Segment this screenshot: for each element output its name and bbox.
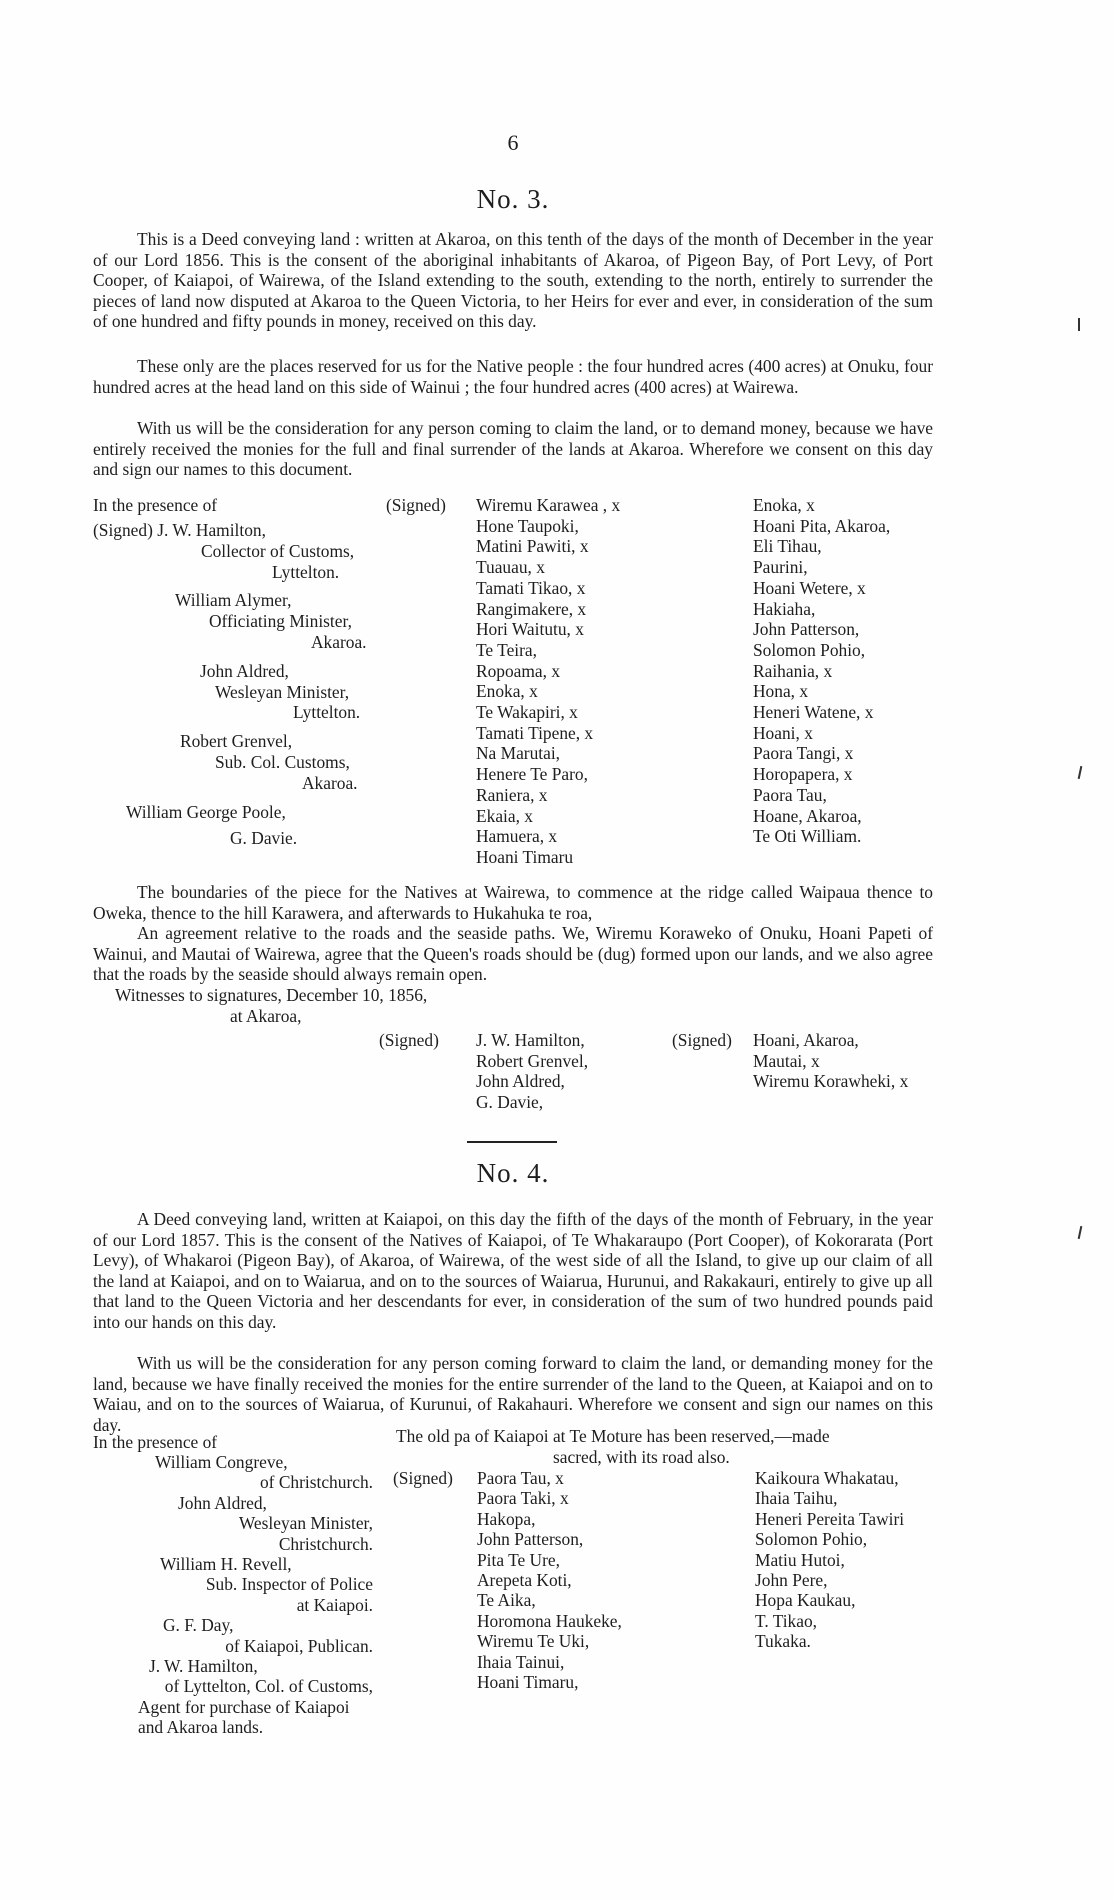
- signatory-name: Henere Te Paro,: [476, 764, 588, 785]
- signatory-name: Ihaia Taihu,: [755, 1488, 838, 1509]
- signatory-name: Ekaia, x: [476, 805, 533, 826]
- signatory-name: Ihaia Tainui,: [477, 1651, 565, 1672]
- witness-line: and Akaroa lands.: [138, 1717, 264, 1738]
- signatory-name: Horomona Haukeke,: [477, 1610, 622, 1631]
- deed-4-presence-label: In the presence of: [93, 1432, 218, 1452]
- signature-native: Hoani, Akaroa,: [753, 1030, 859, 1050]
- deed-4-reserved-note: The old pa of Kaiapoi at Te Moture has been reserved,—made: [396, 1426, 830, 1446]
- deed-4-paragraph: With us will be the consideration for any person coming forward to claim the land, or demanding money for the land, because we have finally received the monies for the entire surrender of the land to the Queen, at Kaiapoi and on to Waiau, and on to the sources of Waiarua, of Kurunui, of Rakahauri. Wherefore we consent and sign our names on this day.: [93, 1353, 933, 1435]
- witness-line: Lyttelton.: [293, 702, 361, 723]
- witness-line: (Signed) J. W. Hamilton,: [93, 520, 266, 540]
- witness-line: Wesleyan Minister,: [238, 1513, 373, 1534]
- signatory-name: Enoka, x: [476, 681, 538, 702]
- witness-line: Officiating Minister,: [209, 611, 352, 632]
- margin-mark: [1078, 766, 1083, 779]
- deed-3-paragraph: This is a Deed conveying land : written at Akaroa, on this tenth of the days of the month of December in the year of our Lord 1856. This is the consent of the aboriginal inhabitants of Akaroa, of Pigeon Bay, of Port Levy, of Port Cooper, of Kaiapoi, of Wairewa, of the Island extending to the south, extending to the north, entirely to surrender the pieces of land now disputed at Akaroa to the Queen Victoria, to her Heirs for ever and ever, in consideration of the sum of one hundred and fifty pounds in money, received on this day.: [93, 229, 933, 332]
- deed-3-paragraph: With us will be the consideration for any person coming to claim the land, or to demand money, because we have entirely received the monies for the full and final surrender of the lands at Akaroa. Wherefore we consent on this day and sign our names to this document.: [93, 418, 933, 480]
- witness-line: of Lyttelton, Col. of Customs,: [164, 1676, 373, 1697]
- signatory-name: Te Aika,: [477, 1590, 536, 1611]
- witness-line: Christchurch.: [278, 1533, 373, 1554]
- signatory-name: Arepeta Koti,: [477, 1570, 572, 1591]
- signatory-name: Wiremu Karawea , x: [476, 495, 621, 515]
- witness-line: John Aldred,: [178, 1492, 267, 1513]
- signatory-name: Paurini,: [753, 557, 808, 578]
- deed-3-witness-signed-label: (Signed): [379, 1030, 439, 1050]
- witness-line: William Alymer,: [175, 590, 292, 611]
- signatory-name: Te Oti William.: [753, 826, 862, 847]
- signatory-name: Heneri Pereita Tawiri: [755, 1508, 905, 1529]
- deed-3-roads-agreement: An agreement relative to the roads and the seaside paths. We, Wiremu Koraweko of Onuku, Hoani Papeti of Wainui, and Mautai of Wairewa, agree that the Queen's roads should be (dug) formed upon our lands, and we also agree that the roads by the seaside should always remain open.: [93, 923, 933, 985]
- signatory-name: Tuauau, x: [476, 557, 545, 578]
- page-number: 6: [507, 130, 519, 155]
- signatory-name: Hori Waitutu, x: [476, 619, 584, 640]
- deed-3-signature-natives: [753, 1030, 908, 1092]
- signatory-name: John Patterson,: [477, 1529, 584, 1550]
- deed-4-heading: No. 4.: [476, 1158, 550, 1188]
- signatory-name: Paora Tau,: [753, 784, 827, 805]
- deed-4-witness-list: [93, 1452, 373, 1738]
- signatory-name: Eli Tihau,: [753, 536, 822, 557]
- deed-4-paragraph: A Deed conveying land, written at Kaiapoi, on this day the fifth of the days of the month of February, in the year of our Lord 1857. This is the consent of the Natives of Kaiapoi, of Te Whakaraupo (Port Cooper), of Kokorarata (Port Levy), of Whakaroi (Pigeon Bay), of Akaroa, of Wairewa, of the west side of all the Island, to give up our claim of all the land at Kaiapoi, and on to Waiarua, and on to the sources of Waiarua, Hurunui, and Rakakauri, entirely to give up all that land to the Queen Victoria and her descendants for ever, in consideration of the sum of two hundred pounds paid into our hands on this day.: [93, 1209, 933, 1332]
- signature-witness: G. Davie,: [476, 1091, 544, 1112]
- witness-line: of Christchurch.: [259, 1472, 373, 1493]
- signatory-name: Hopa Kaukau,: [755, 1590, 856, 1611]
- deed-3-at-akaroa: at Akaroa,: [230, 1006, 302, 1026]
- signature-native: Wiremu Korawheki, x: [753, 1071, 909, 1092]
- witness-line: at Kaiapoi.: [296, 1594, 373, 1615]
- witness-line: Wesleyan Minister,: [215, 681, 350, 702]
- signature-witness: John Aldred,: [476, 1071, 565, 1092]
- signatory-name: Na Marutai,: [476, 743, 561, 764]
- signatory-name: Pita Te Ure,: [477, 1549, 560, 1570]
- signatory-name: Solomon Pohio,: [755, 1529, 868, 1550]
- deed-3-signatories-col1: [476, 495, 620, 868]
- signatory-name: Hakiaha,: [753, 598, 816, 619]
- deed-4-signed-label: (Signed): [393, 1468, 453, 1488]
- signatory-name: Rangimakere, x: [476, 598, 587, 619]
- witness-line: Sub. Inspector of Police: [205, 1574, 373, 1595]
- signatory-name: Hoani Timaru: [476, 846, 574, 867]
- signatory-name: Hoani Pita, Akaroa,: [753, 515, 891, 536]
- margin-mark: [1078, 318, 1080, 331]
- deed-3-heading: No. 3.: [476, 184, 550, 214]
- deed-3-boundaries: The boundaries of the piece for the Natives at Wairewa, to commence at the ridge called Waipaua thence to Oweka, thence to the hill Karawera, and afterwards to Hukahuka te roa,: [93, 882, 933, 923]
- signatory-name: Hone Taupoki,: [476, 515, 579, 536]
- signatory-name: Te Wakapiri, x: [476, 702, 578, 723]
- signatory-name: Solomon Pohio,: [753, 639, 866, 660]
- signatory-name: Paora Tau, x: [477, 1468, 564, 1488]
- signatory-name: Hoani Wetere, x: [753, 577, 866, 598]
- deed-4-reserved-note-cont: sacred, with its road also.: [553, 1447, 730, 1467]
- signatory-name: Ropoama, x: [476, 660, 561, 681]
- deed-3-witness-list: [93, 520, 383, 849]
- signatory-name: Matini Pawiti, x: [476, 536, 589, 557]
- witness-line: G. Davie.: [230, 828, 298, 849]
- deed-3-witnesses-line: Witnesses to signatures, December 10, 1856,: [115, 985, 428, 1005]
- witness-line: Agent for purchase of Kaiapoi: [138, 1696, 350, 1717]
- deed-3-signed-label: (Signed): [386, 495, 446, 515]
- section-divider: [467, 1141, 557, 1143]
- witness-line: William George Poole,: [126, 801, 286, 822]
- deed-3-natives-signed-label: (Signed): [672, 1030, 732, 1050]
- signature-witness: J. W. Hamilton,: [476, 1030, 585, 1050]
- witness-line: Lyttelton.: [272, 561, 340, 582]
- signatory-name: Tukaka.: [755, 1631, 811, 1652]
- signatory-name: Hona, x: [753, 681, 809, 702]
- signatory-name: Raniera, x: [476, 784, 548, 805]
- signatory-name: Tamati Tipene, x: [476, 722, 594, 743]
- witness-line: Akaroa.: [311, 631, 367, 652]
- signatory-name: T. Tikao,: [755, 1610, 818, 1631]
- signatory-name: Matiu Hutoi,: [755, 1549, 845, 1570]
- signatory-name: Tamati Tikao, x: [476, 577, 586, 598]
- witness-line: of Kaiapoi, Publican.: [225, 1635, 373, 1656]
- margin-mark: [1078, 1226, 1083, 1239]
- deed-3-presence-label: In the presence of: [93, 495, 218, 515]
- signature-native: Mautai, x: [753, 1050, 820, 1071]
- witness-line: John Aldred,: [200, 660, 289, 681]
- witness-line: William H. Revell,: [160, 1554, 292, 1575]
- witness-line: G. F. Day,: [163, 1615, 234, 1636]
- signatory-name: Horopapera, x: [753, 764, 853, 785]
- signatory-name: Heneri Watene, x: [753, 702, 874, 723]
- signatory-name: Wiremu Te Uki,: [477, 1631, 590, 1652]
- deed-4-signatories-col1: [477, 1468, 622, 1692]
- deed-3-paragraph: These only are the places reserved for us for the Native people : the four hundred acres (400 acres) at Onuku, four hundred acres at the head land on this side of Wainui ; the four hundred acres (400 acres) at Wairewa.: [93, 356, 933, 397]
- signatory-name: Hamuera, x: [476, 826, 558, 847]
- witness-line: J. W. Hamilton,: [149, 1656, 258, 1677]
- signatory-name: Hoani, x: [753, 722, 813, 743]
- deed-3-signatories-col2: [753, 495, 890, 847]
- signatory-name: Enoka, x: [753, 495, 815, 515]
- deed-4-signatories-col2: [755, 1468, 904, 1652]
- signatory-name: Te Teira,: [476, 639, 537, 660]
- witness-line: Collector of Customs,: [201, 540, 355, 561]
- witness-line: Akaroa.: [302, 772, 358, 793]
- witness-line: William Congreve,: [155, 1452, 288, 1472]
- signatory-name: Kaikoura Whakatau,: [755, 1468, 899, 1488]
- deed-3-signature-witnesses: [476, 1030, 588, 1112]
- signatory-name: John Patterson,: [753, 619, 860, 640]
- signatory-name: John Pere,: [755, 1570, 828, 1591]
- signatory-name: Paora Tangi, x: [753, 743, 854, 764]
- signatory-name: Raihania, x: [753, 660, 833, 681]
- signatory-name: Hoane, Akaroa,: [753, 805, 862, 826]
- signature-witness: Robert Grenvel,: [476, 1050, 589, 1071]
- witness-line: Sub. Col. Customs,: [215, 751, 350, 772]
- signatory-name: Hakopa,: [477, 1508, 536, 1529]
- witness-line: Robert Grenvel,: [180, 731, 293, 752]
- signatory-name: Hoani Timaru,: [477, 1672, 579, 1693]
- signatory-name: Paora Taki, x: [477, 1488, 569, 1509]
